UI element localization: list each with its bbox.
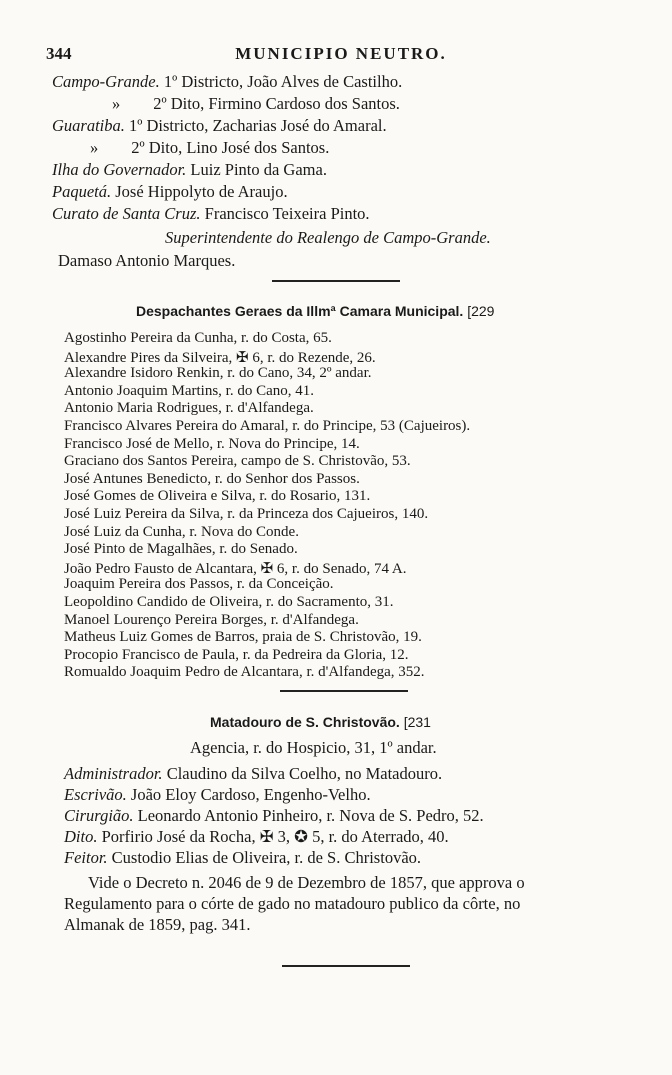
section-divider [280, 690, 408, 692]
despachante-entry: Agostinho Pereira da Cunha, r. do Costa, 65. [64, 330, 332, 346]
despachantes-heading: Despachantes Geraes da Illmª Camara Municipal. [229 [136, 303, 495, 319]
matadouro-agencia: Agencia, r. do Hospicio, 31, 1º andar. [190, 738, 437, 757]
staff-line: Cirurgião. Leonardo Antonio Pinheiro, r. Nova de S. Pedro, 52. [64, 806, 484, 825]
decree-note-line: Vide o Decreto n. 2046 de 9 de Dezembro de 1857, que approva o [88, 873, 525, 892]
despachante-entry: José Pinto de Magalhães, r. do Senado. [64, 541, 298, 558]
staff-line: Administrador. Claudino da Silva Coelho, no Matadouro. [64, 764, 443, 783]
page-header [46, 44, 636, 68]
decree-note-line: Regulamento para o córte de gado no matadouro publico da côrte, no [64, 894, 521, 913]
section-divider [282, 965, 410, 967]
despachante-entry: Procopio Francisco de Paula, r. da Pedreira da Gloria, 12. [64, 646, 409, 663]
parish-line: » 2º Dito, Lino José dos Santos. [90, 138, 330, 157]
realengo-name: Damaso Antonio Marques. [58, 251, 236, 270]
staff-line: Dito. Porfirio José da Rocha, ✠ 3, ✪ 5, r. do Aterrado, 40. [64, 827, 449, 846]
parish-line: » 2º Dito, Firmino Cardoso dos Santos. [112, 94, 400, 113]
decree-note-line: Almanak de 1859, pag. 341. [64, 915, 251, 934]
staff-line: Feitor. Custodio Elias de Oliveira, r. de S. Christovão. [64, 848, 422, 867]
parish-line: Guaratiba. 1º Districto, Zacharias José do Amaral. [52, 116, 387, 135]
despachante-entry: Leopoldino Candido de Oliveira, r. do Sacramento, 31. [64, 594, 394, 610]
parish-line: Paquetá. José Hippolyto de Araujo. [52, 182, 288, 201]
despachante-entry: Antonio Maria Rodrigues, r. d'Alfandega. [64, 400, 314, 417]
page-title: MUNICIPIO NEUTRO. [235, 44, 447, 63]
despachante-entry: Antonio Joaquim Martins, r. do Cano, 41. [64, 382, 314, 399]
despachante-entry: Alexandre Pires da Silveira, ✠ 6, r. do Rezende, 26. [64, 349, 376, 366]
page-number: 344 [46, 44, 72, 63]
parish-line: Ilha do Governador. Luiz Pinto da Gama. [52, 160, 327, 179]
staff-line: Escrivão. João Eloy Cardoso, Engenho-Velho. [64, 785, 371, 804]
section-divider [272, 280, 400, 282]
despachante-entry: Graciano dos Santos Pereira, campo de S. Christovão, 53. [64, 453, 411, 470]
despachante-entry: Manoel Lourenço Pereira Borges, r. d'Alfandega. [64, 611, 359, 628]
despachante-entry: José Antunes Benedicto, r. do Senhor dos Passos. [64, 470, 360, 487]
despachante-entry: José Gomes de Oliveira e Silva, r. do Rosario, 131. [64, 488, 371, 505]
matadouro-heading: Matadouro de S. Christovão. [231 [210, 714, 431, 730]
parish-line: Campo-Grande. 1º Districto, João Alves de Castilho. [52, 72, 403, 91]
parish-line: Curato de Santa Cruz. Francisco Teixeira Pinto. [52, 204, 370, 223]
despachante-entry: Romualdo Joaquim Pedro de Alcantara, r. d'Alfandega, 352. [64, 664, 425, 681]
despachante-entry: Matheus Luiz Gomes de Barros, praia de S. Christovão, 19. [64, 629, 422, 646]
despachante-entry: José Luiz da Cunha, r. Nova do Conde. [64, 523, 299, 540]
despachante-entry: João Pedro Fausto de Alcantara, ✠ 6, r. do Senado, 74 A. [64, 560, 407, 577]
despachante-entry: Joaquim Pereira dos Passos, r. da Conceição. [64, 576, 334, 593]
despachante-entry: José Luiz Pereira da Silva, r. da Princeza dos Cajueiros, 140. [64, 506, 429, 522]
despachante-entry: Francisco José de Mello, r. Nova do Principe, 14. [64, 435, 360, 452]
despachante-entry: Francisco Alvares Pereira do Amaral, r. do Principe, 53 (Cajueiros). [64, 418, 471, 434]
despachante-entry: Alexandre Isidoro Renkin, r. do Cano, 34, 2º andar. [64, 365, 372, 382]
realengo-heading: Superintendente do Realengo de Campo-Grande. [165, 228, 491, 247]
